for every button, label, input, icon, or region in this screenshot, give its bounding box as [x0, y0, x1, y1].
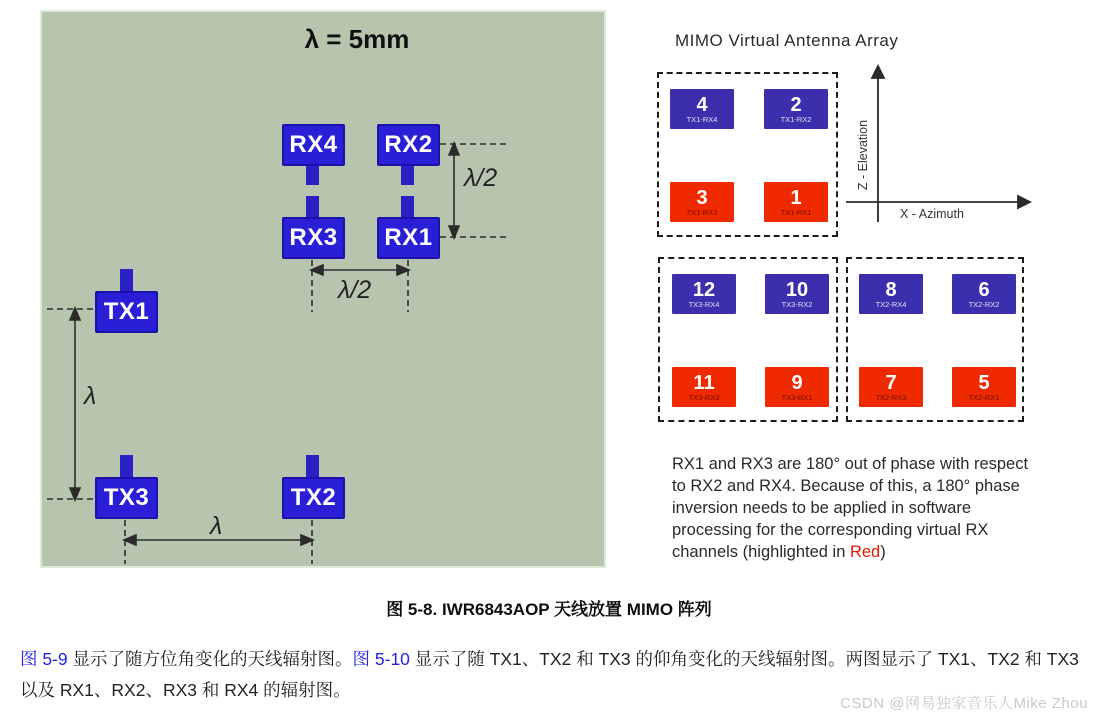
chip-label: TX1-RX4 — [686, 114, 718, 124]
virtual-array-title: MIMO Virtual Antenna Array — [675, 31, 899, 50]
wavelength-label: λ = 5mm — [304, 24, 410, 54]
chip-label: TX2-RX1 — [968, 392, 1000, 402]
virtual-antenna-10 — [765, 274, 829, 314]
chip-number: 2 — [790, 93, 802, 116]
antenna-rx3 — [282, 217, 345, 259]
virtual-array-group-tx1 — [657, 72, 838, 237]
chip-label: TX2-RX2 — [968, 299, 1000, 309]
virtual-antenna-9 — [765, 367, 829, 407]
tx2-stub — [306, 455, 319, 477]
chip-number: 9 — [791, 371, 803, 394]
dim-tx-vertical-label: λ — [84, 382, 97, 410]
chip-label: TX1-RX1 — [780, 207, 812, 217]
axis-x-label: X - Azimuth — [900, 207, 964, 221]
tx1-stub — [120, 269, 133, 291]
virtual-antenna-6 — [952, 274, 1016, 314]
virtual-antenna-12 — [672, 274, 736, 314]
antenna-tx1 — [95, 291, 158, 333]
chip-label: TX3-RX2 — [781, 299, 813, 309]
antenna-tx3 — [95, 477, 158, 519]
chip-number: 5 — [978, 371, 990, 394]
chip-label: TX2-RX3 — [875, 392, 907, 402]
rx4-stub — [306, 164, 319, 185]
chip-label: TX1-RX3 — [686, 207, 718, 217]
virtual-antenna-1 — [764, 182, 828, 222]
chip-number: 4 — [696, 93, 708, 116]
antenna-label: RX3 — [289, 224, 338, 251]
antenna-label: TX3 — [103, 484, 150, 511]
csdn-watermark: CSDN @网易独家音乐人Mike Zhou — [840, 695, 1088, 712]
paragraph-text: 显示了随方位角变化的天线辐射图。 — [67, 649, 353, 669]
chip-label: TX1-RX2 — [780, 114, 812, 124]
tx3-stub — [120, 455, 133, 477]
antenna-label: TX2 — [290, 484, 337, 511]
antenna-placement-panel — [40, 10, 606, 568]
virtual-antenna-5 — [952, 367, 1016, 407]
chip-number: 8 — [885, 278, 897, 301]
chip-label: TX3-RX1 — [781, 392, 813, 402]
note-red-word: Red — [849, 543, 881, 561]
antenna-label: RX2 — [384, 131, 433, 158]
antenna-label: RX1 — [384, 224, 433, 251]
chip-number: 10 — [785, 278, 809, 301]
figure-caption: 图 5-8. IWR6843AOP 天线放置 MIMO 阵列 — [386, 600, 712, 619]
virtual-antenna-3 — [670, 182, 734, 222]
axis-y-label: Z - Elevation — [856, 119, 870, 191]
chip-label: TX3-RX3 — [688, 392, 720, 402]
note-text: RX1 and RX3 are 180° out of phase with respect to RX2 and RX4. Because of this, a 180° phase inversion needs to be applied in software processing for the corresponding virtual RX channels (highlighted in — [672, 455, 1029, 561]
antenna-rx1 — [377, 217, 440, 259]
antenna-label: TX1 — [103, 298, 150, 325]
figure-5-9-link[interactable]: 图 5-9 — [20, 649, 68, 669]
chip-number: 3 — [696, 186, 708, 209]
note-text-suffix: ) — [880, 543, 886, 561]
chip-number: 1 — [790, 186, 802, 209]
chip-number: 6 — [978, 278, 990, 301]
dim-tx-horizontal-label: λ — [210, 512, 223, 540]
antenna-rx2 — [377, 124, 440, 166]
paragraph-text: 显示了随 TX1、TX2 和 TX3 的仰角变化的天线辐射图。两图显示了 TX1、TX2 和 TX3 以及 RX1、RX2、RX3 和 RX4 的辐射图。 — [20, 649, 1079, 700]
dim-rx-vertical-label: λ/2 — [464, 164, 498, 192]
virtual-antenna-4 — [670, 89, 734, 129]
chip-number: 12 — [692, 278, 716, 301]
figure-5-10-link[interactable]: 图 5-10 — [352, 649, 410, 669]
chip-number: 11 — [693, 371, 715, 394]
virtual-antenna-2 — [764, 89, 828, 129]
virtual-array-group-tx3 — [658, 257, 838, 422]
virtual-antenna-11 — [672, 367, 736, 407]
chip-label: TX2-RX4 — [875, 299, 907, 309]
rx2-stub — [401, 164, 414, 185]
rx3-stub — [306, 196, 319, 217]
virtual-antenna-8 — [859, 274, 923, 314]
phase-inversion-note — [672, 453, 1044, 563]
antenna-rx4 — [282, 124, 345, 166]
antenna-label: RX4 — [289, 131, 338, 158]
chip-label: TX3-RX4 — [688, 299, 720, 309]
chip-number: 7 — [885, 371, 897, 394]
rx1-stub — [401, 196, 414, 217]
virtual-antenna-7 — [859, 367, 923, 407]
virtual-array-group-tx2 — [846, 257, 1024, 422]
antenna-tx2 — [282, 477, 345, 519]
dim-rx-horizontal-label: λ/2 — [338, 276, 372, 304]
